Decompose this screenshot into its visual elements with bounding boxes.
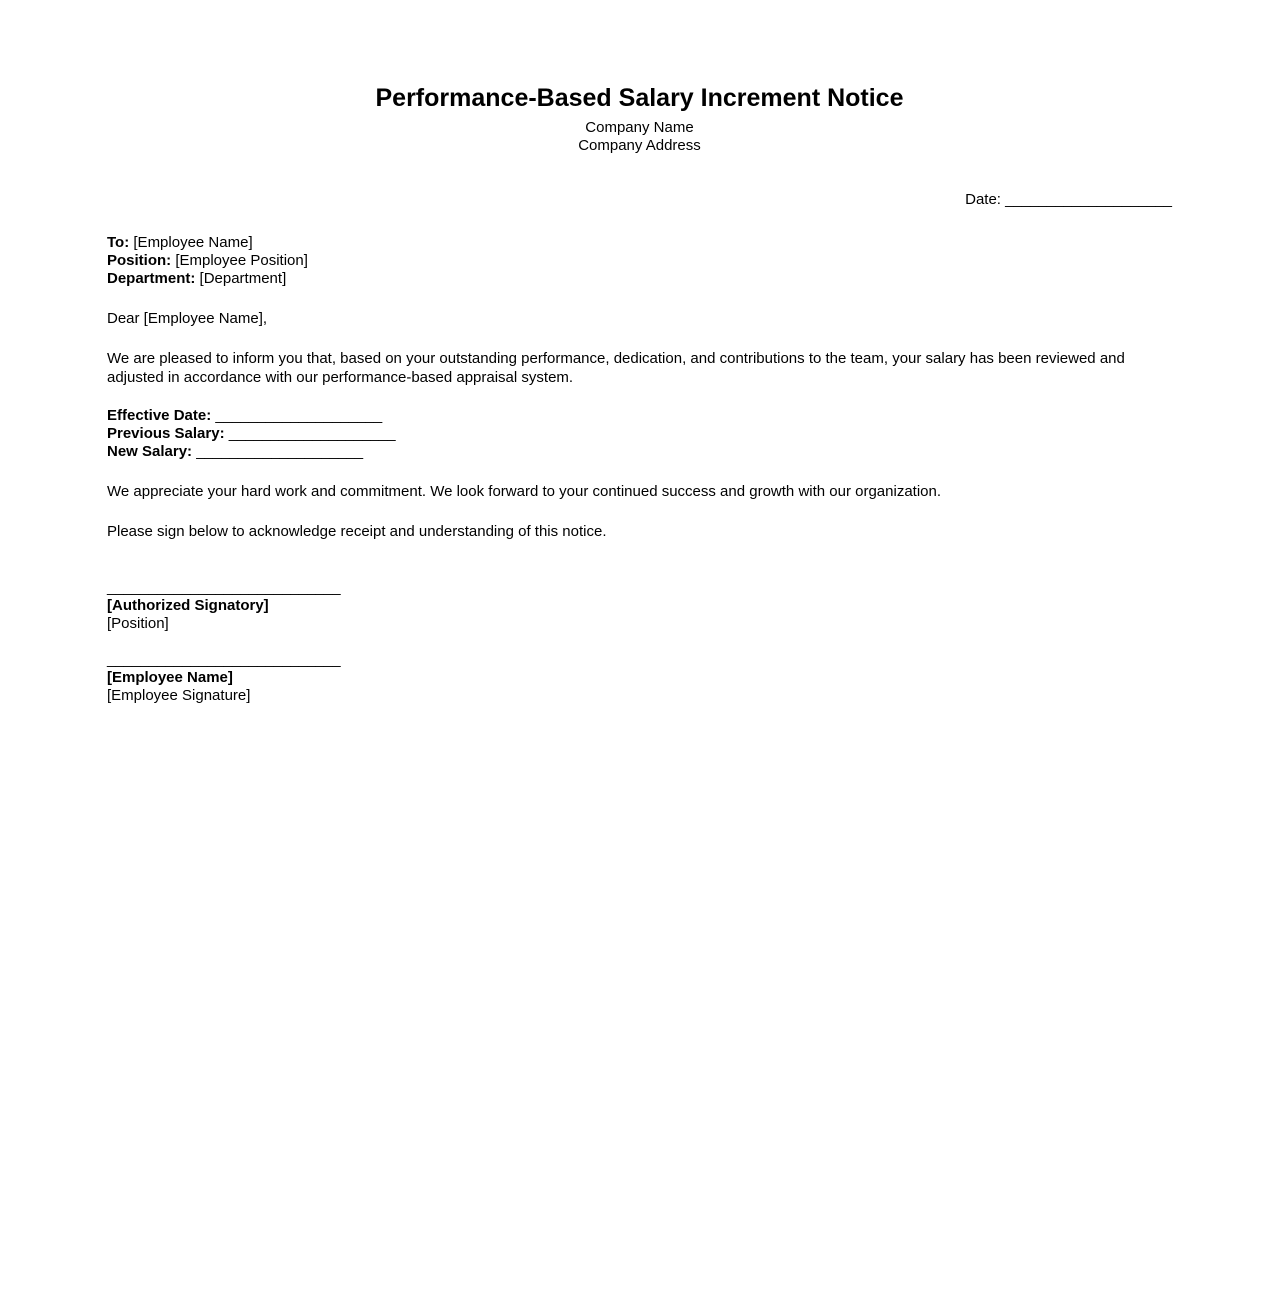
new-salary-row (107, 443, 1172, 461)
position-label: Position: (107, 252, 172, 269)
effective-date-row (107, 407, 1172, 425)
department-value: [Department] (199, 270, 287, 287)
paragraph-appreciation: We appreciate your hard work and commitment. We look forward to your continued success and growth with our organization. (107, 483, 942, 500)
employee-signature-block (107, 651, 1172, 705)
authorized-signature-line: ____________________________ (107, 579, 341, 596)
date-blank: ____________________ (1005, 191, 1172, 208)
new-salary-blank: ____________________ (196, 443, 364, 460)
employee-signature-line: ____________________________ (107, 651, 341, 668)
effective-date-blank: ____________________ (215, 407, 383, 424)
document-title: Performance-Based Salary Increment Notice (375, 84, 904, 112)
company-name: Company Name (585, 119, 694, 136)
salary-details-block (107, 407, 1172, 461)
authorized-signatory-name: [Authorized Signatory] (107, 597, 269, 614)
to-value: [Employee Name] (133, 234, 253, 251)
new-salary-label: New Salary: (107, 443, 193, 460)
date-line (107, 191, 1172, 209)
date-label: Date: (965, 191, 1001, 208)
previous-salary-blank: ____________________ (228, 425, 396, 442)
recipient-to (107, 234, 1172, 252)
employee-name: [Employee Name] (107, 669, 233, 686)
company-address: Company Address (578, 137, 701, 154)
previous-salary-row (107, 425, 1172, 443)
authorized-signatory-position: [Position] (107, 615, 169, 632)
document-header (107, 84, 1172, 155)
position-value: [Employee Position] (175, 252, 308, 269)
recipient-block (107, 234, 1172, 288)
recipient-department (107, 270, 1172, 288)
to-label: To: (107, 234, 130, 251)
recipient-position (107, 252, 1172, 270)
paragraph-sign-request: Please sign below to acknowledge receipt and understanding of this notice. (107, 523, 607, 540)
effective-date-label: Effective Date: (107, 407, 212, 424)
authorized-signatory-block (107, 579, 1172, 633)
previous-salary-label: Previous Salary: (107, 425, 225, 442)
employee-signature-label: [Employee Signature] (107, 687, 251, 704)
paragraph-intro: We are pleased to inform you that, based on your outstanding performance, dedication, and contributions to the team, your salary has been reviewed and adjusted in accordance with our performance-based appraisal system. (107, 350, 1125, 386)
salutation: Dear [Employee Name], (107, 310, 268, 327)
department-label: Department: (107, 270, 196, 287)
